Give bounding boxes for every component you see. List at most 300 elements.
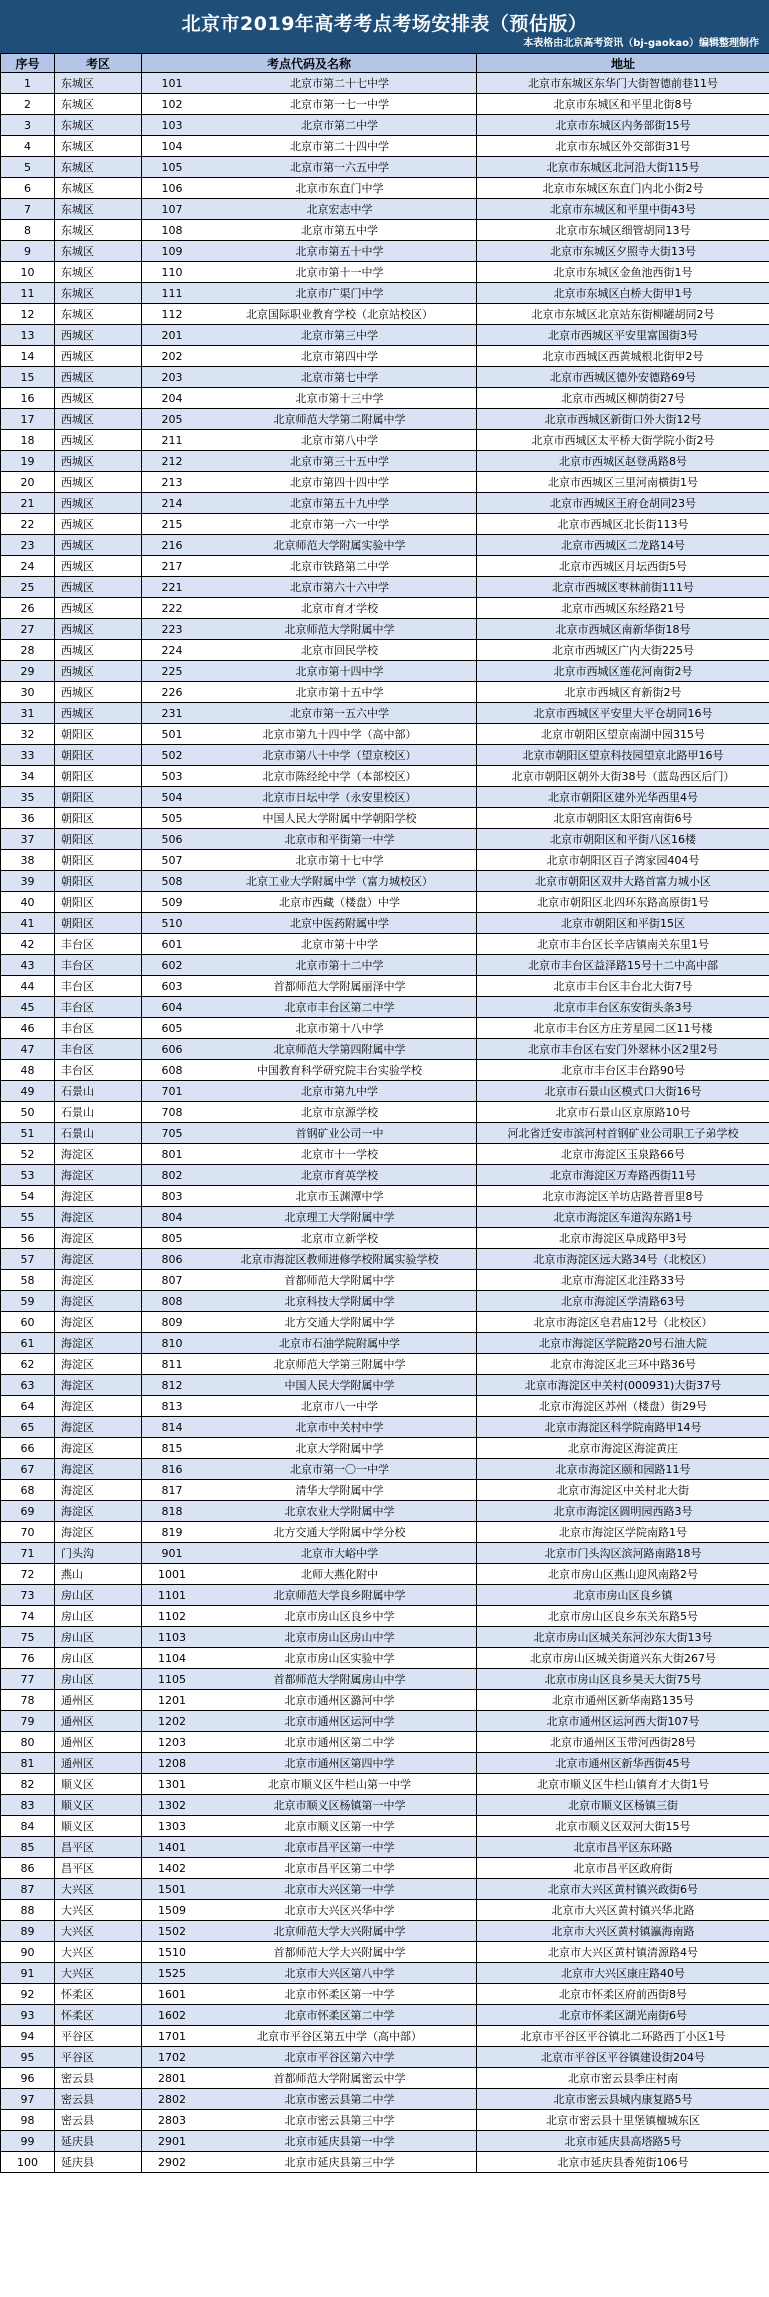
site-name: 北京市大峪中学 — [301, 1547, 378, 1560]
row-district: 海淀区 — [55, 1501, 142, 1522]
site-name: 北方交通大学附属中学 — [284, 1316, 395, 1329]
row-district: 通州区 — [55, 1690, 142, 1711]
row-address: 北京市海淀区北洼路33号 — [477, 1270, 769, 1291]
row-district: 朝阳区 — [55, 913, 142, 934]
row-number: 78 — [1, 1690, 55, 1711]
row-number: 40 — [1, 892, 55, 913]
site-code: 819 — [161, 1526, 183, 1539]
site-name: 北京市通州区潞河中学 — [284, 1694, 395, 1707]
row-district: 朝阳区 — [55, 808, 142, 829]
table-row — [1, 1123, 769, 1144]
row-address: 北京市朝阳区双井大路首富力城小区 — [477, 871, 769, 892]
row-address: 北京市密云县季庄村南 — [477, 2068, 769, 2089]
row-district: 海淀区 — [55, 1438, 142, 1459]
row-district: 海淀区 — [55, 1459, 142, 1480]
site-code: 106 — [161, 182, 183, 195]
table-row — [1, 94, 769, 115]
credit-note: 本表格由北京高考资讯（bj-gaokao）编辑整理制作 — [523, 38, 759, 49]
row-number: 33 — [1, 745, 55, 766]
site-name: 北京师范大学第四附属中学 — [273, 1043, 406, 1056]
row-district: 东城区 — [55, 157, 142, 178]
row-number: 97 — [1, 2089, 55, 2110]
row-site — [142, 745, 477, 766]
site-code: 112 — [161, 308, 183, 321]
site-code: 505 — [161, 812, 183, 825]
row-site — [142, 535, 477, 556]
site-code: 603 — [161, 980, 183, 993]
row-district: 东城区 — [55, 304, 142, 325]
site-name: 北京市大兴区第一中学 — [284, 1883, 395, 1896]
row-site — [142, 2047, 477, 2068]
site-code: 901 — [161, 1547, 183, 1560]
site-name: 北京市第五中学 — [301, 224, 378, 237]
row-address: 北京市海淀区圆明园西路3号 — [477, 1501, 769, 1522]
table-row — [1, 2152, 769, 2173]
site-code: 507 — [161, 854, 183, 867]
site-code: 102 — [161, 98, 183, 111]
header-number: 序号 — [1, 54, 55, 73]
row-number: 100 — [1, 2152, 55, 2173]
table-row — [1, 283, 769, 304]
row-address: 北京市西城区枣林前街111号 — [477, 577, 769, 598]
row-address: 北京市房山区良乡镇 — [477, 1585, 769, 1606]
row-district: 平谷区 — [55, 2047, 142, 2068]
row-number: 23 — [1, 535, 55, 556]
site-code: 811 — [161, 1358, 183, 1371]
title-bar — [0, 0, 769, 53]
site-code: 801 — [161, 1148, 183, 1161]
row-site — [142, 115, 477, 136]
site-code: 502 — [161, 749, 183, 762]
row-site — [142, 451, 477, 472]
site-code: 213 — [161, 476, 183, 489]
row-site — [142, 1417, 477, 1438]
row-number: 47 — [1, 1039, 55, 1060]
site-name: 北京市中关村中学 — [295, 1421, 384, 1434]
site-name: 北京市第十三中学 — [295, 392, 384, 405]
row-site — [142, 1480, 477, 1501]
row-address: 北京市朝阳区朝外大街38号（蓝岛西区后门） — [477, 766, 769, 787]
table-row — [1, 199, 769, 220]
row-district: 丰台区 — [55, 934, 142, 955]
site-name: 北京市顺义区牛栏山第一中学 — [268, 1778, 411, 1791]
row-site — [142, 199, 477, 220]
row-site — [142, 913, 477, 934]
site-name: 北京市延庆县第一中学 — [284, 2135, 395, 2148]
row-number: 12 — [1, 304, 55, 325]
site-name: 中国人民大学附属中学 — [284, 1379, 395, 1392]
row-district: 海淀区 — [55, 1354, 142, 1375]
table-row — [1, 640, 769, 661]
row-address: 北京市西城区赵登禹路8号 — [477, 451, 769, 472]
row-number: 69 — [1, 1501, 55, 1522]
table-row — [1, 1333, 769, 1354]
row-site — [142, 94, 477, 115]
row-address: 北京市朝阳区和平街15区 — [477, 913, 769, 934]
table-row — [1, 1921, 769, 1942]
row-district: 密云县 — [55, 2068, 142, 2089]
row-site — [142, 1249, 477, 1270]
site-name: 北京市广渠门中学 — [295, 287, 384, 300]
site-name: 北京市房山区房山中学 — [284, 1631, 395, 1644]
site-name: 北京市铁路第二中学 — [290, 560, 389, 573]
row-number: 53 — [1, 1165, 55, 1186]
row-site — [142, 1018, 477, 1039]
row-site — [142, 1963, 477, 1984]
row-site — [142, 1396, 477, 1417]
row-address: 北京市丰台区长辛店镇南关东里1号 — [477, 934, 769, 955]
row-number: 25 — [1, 577, 55, 598]
table-row — [1, 1207, 769, 1228]
row-site — [142, 514, 477, 535]
table-row — [1, 388, 769, 409]
table-row — [1, 1270, 769, 1291]
site-name: 北京市顺义区第一中学 — [284, 1820, 395, 1833]
site-code: 1401 — [158, 1841, 186, 1854]
table-row — [1, 1081, 769, 1102]
row-site — [142, 1039, 477, 1060]
row-district: 西城区 — [55, 325, 142, 346]
site-code: 1105 — [158, 1673, 186, 1686]
row-address: 北京市丰台区东安街头条3号 — [477, 997, 769, 1018]
row-district: 丰台区 — [55, 955, 142, 976]
row-number: 59 — [1, 1291, 55, 1312]
table-row — [1, 1291, 769, 1312]
row-address: 北京市海淀区远大路34号（北校区） — [477, 1249, 769, 1270]
row-site — [142, 976, 477, 997]
row-site — [142, 1816, 477, 1837]
site-code: 109 — [161, 245, 183, 258]
site-name: 北京市第四中学 — [301, 350, 378, 363]
row-district: 朝阳区 — [55, 829, 142, 850]
row-address: 北京市东城区夕照寺大街13号 — [477, 241, 769, 262]
site-code: 2803 — [158, 2114, 186, 2127]
row-number: 4 — [1, 136, 55, 157]
site-code: 107 — [161, 203, 183, 216]
site-code: 701 — [161, 1085, 183, 1098]
site-name: 北京科技大学附属中学 — [284, 1295, 395, 1308]
site-code: 1104 — [158, 1652, 186, 1665]
row-site — [142, 1753, 477, 1774]
site-code: 601 — [161, 938, 183, 951]
site-code: 110 — [161, 266, 183, 279]
row-number: 39 — [1, 871, 55, 892]
row-number: 16 — [1, 388, 55, 409]
row-district: 怀柔区 — [55, 1984, 142, 2005]
table-row — [1, 1942, 769, 1963]
row-address: 北京市东城区北河沿大街115号 — [477, 157, 769, 178]
row-district: 延庆县 — [55, 2152, 142, 2173]
row-address: 北京市房山区良乡东关东路5号 — [477, 1606, 769, 1627]
site-code: 804 — [161, 1211, 183, 1224]
site-code: 816 — [161, 1463, 183, 1476]
row-address: 北京市大兴区黄村镇瀛海南路 — [477, 1921, 769, 1942]
row-address: 北京市昌平区政府街 — [477, 1858, 769, 1879]
row-site — [142, 640, 477, 661]
row-address: 北京市朝阳区太阳宫南街6号 — [477, 808, 769, 829]
row-district: 大兴区 — [55, 1942, 142, 1963]
table-row — [1, 178, 769, 199]
row-number: 43 — [1, 955, 55, 976]
row-address: 北京市海淀区阜成路甲3号 — [477, 1228, 769, 1249]
table-row — [1, 1312, 769, 1333]
site-code: 1101 — [158, 1589, 186, 1602]
site-name: 北京市平谷区第五中学（高中部） — [257, 2030, 422, 2043]
site-name: 北京市育英学校 — [301, 1169, 378, 1182]
row-address: 北京市海淀区车道沟东路1号 — [477, 1207, 769, 1228]
row-address: 北京市东城区和平里中街43号 — [477, 199, 769, 220]
site-code: 1510 — [158, 1946, 186, 1959]
row-site — [142, 2110, 477, 2131]
row-number: 41 — [1, 913, 55, 934]
site-code: 602 — [161, 959, 183, 972]
row-address: 北京市西城区育新街2号 — [477, 682, 769, 703]
row-district: 海淀区 — [55, 1144, 142, 1165]
row-district: 西城区 — [55, 661, 142, 682]
row-district: 西城区 — [55, 409, 142, 430]
row-district: 房山区 — [55, 1627, 142, 1648]
row-address: 北京市东城区白桥大街甲1号 — [477, 283, 769, 304]
row-site — [142, 1690, 477, 1711]
row-address: 北京市丰台区丰台路90号 — [477, 1060, 769, 1081]
row-number: 30 — [1, 682, 55, 703]
site-name: 北京市第十中学 — [301, 938, 378, 951]
row-site — [142, 1333, 477, 1354]
table-row — [1, 1543, 769, 1564]
site-code: 108 — [161, 224, 183, 237]
site-name: 北京市房山区实验中学 — [284, 1652, 395, 1665]
site-code: 604 — [161, 1001, 183, 1014]
site-name: 北京市京源学校 — [301, 1106, 378, 1119]
row-address: 北京市东城区北京站东街柳罐胡同2号 — [477, 304, 769, 325]
row-number: 6 — [1, 178, 55, 199]
row-address: 北京市海淀区万寿路西街11号 — [477, 1165, 769, 1186]
table-row — [1, 1039, 769, 1060]
row-district: 东城区 — [55, 199, 142, 220]
row-site — [142, 892, 477, 913]
row-district: 石景山 — [55, 1102, 142, 1123]
row-number: 8 — [1, 220, 55, 241]
row-address: 北京市东城区细管胡同13号 — [477, 220, 769, 241]
site-name: 北京市和平街第一中学 — [284, 833, 395, 846]
table-row — [1, 1564, 769, 1585]
row-site — [142, 472, 477, 493]
row-address: 北京市海淀区北三环中路36号 — [477, 1354, 769, 1375]
table-row — [1, 346, 769, 367]
row-district: 海淀区 — [55, 1165, 142, 1186]
table-row — [1, 241, 769, 262]
row-address: 北京市东城区和平里北街8号 — [477, 94, 769, 115]
row-address: 北京市石景山区模式口大街16号 — [477, 1081, 769, 1102]
site-code: 1702 — [158, 2051, 186, 2064]
row-district: 顺义区 — [55, 1795, 142, 1816]
row-address: 北京市房山区城关街道兴东大街267号 — [477, 1648, 769, 1669]
row-site — [142, 493, 477, 514]
row-district: 石景山 — [55, 1123, 142, 1144]
table-row — [1, 934, 769, 955]
row-number: 98 — [1, 2110, 55, 2131]
site-code: 215 — [161, 518, 183, 531]
row-address: 北京市西城区南新华街18号 — [477, 619, 769, 640]
row-site — [142, 1123, 477, 1144]
table-row — [1, 1186, 769, 1207]
row-address: 北京市海淀区海淀黄庄 — [477, 1438, 769, 1459]
row-district: 东城区 — [55, 94, 142, 115]
table-row — [1, 787, 769, 808]
site-name: 北京市海淀区教师进修学校附属实验学校 — [240, 1253, 439, 1266]
site-name: 北京师范大学附属中学 — [284, 623, 395, 636]
site-code: 815 — [161, 1442, 183, 1455]
table-row — [1, 1144, 769, 1165]
row-site — [142, 703, 477, 724]
site-code: 226 — [161, 686, 183, 699]
row-address: 北京市西城区平安里富国街3号 — [477, 325, 769, 346]
row-number: 72 — [1, 1564, 55, 1585]
row-address: 北京市平谷区平谷镇建设街204号 — [477, 2047, 769, 2068]
row-district: 西城区 — [55, 556, 142, 577]
table-row — [1, 703, 769, 724]
site-name: 北京市密云县第三中学 — [284, 2114, 395, 2127]
row-address: 北京市延庆县香苑街106号 — [477, 2152, 769, 2173]
row-address: 北京市平谷区平谷镇北二环路西丁小区1号 — [477, 2026, 769, 2047]
site-code: 2802 — [158, 2093, 186, 2106]
table-row — [1, 1984, 769, 2005]
table-row — [1, 409, 769, 430]
row-address: 北京市石景山区京原路10号 — [477, 1102, 769, 1123]
site-code: 510 — [161, 917, 183, 930]
site-name: 北京农业大学附属中学 — [284, 1505, 395, 1518]
site-name: 北京市昌平区第二中学 — [284, 1862, 395, 1875]
row-address: 北京市海淀区颐和园路11号 — [477, 1459, 769, 1480]
row-site — [142, 73, 477, 94]
row-number: 62 — [1, 1354, 55, 1375]
row-district: 朝阳区 — [55, 871, 142, 892]
row-address: 北京市大兴区康庄路40号 — [477, 1963, 769, 1984]
row-address: 北京市延庆县高塔路5号 — [477, 2131, 769, 2152]
row-address: 北京市西城区王府仓胡同23号 — [477, 493, 769, 514]
row-number: 91 — [1, 1963, 55, 1984]
site-name: 首都师范大学附属中学 — [284, 1274, 395, 1287]
site-code: 2801 — [158, 2072, 186, 2085]
row-address: 北京市东城区东直门内北小街2号 — [477, 178, 769, 199]
row-address: 北京市西城区莲花河南街2号 — [477, 661, 769, 682]
table-row — [1, 1732, 769, 1753]
row-number: 28 — [1, 640, 55, 661]
table-row — [1, 2068, 769, 2089]
row-number: 3 — [1, 115, 55, 136]
site-name: 北京市通州区第四中学 — [284, 1757, 395, 1770]
site-code: 1701 — [158, 2030, 186, 2043]
site-name: 北京市第十二中学 — [295, 959, 384, 972]
row-district: 东城区 — [55, 178, 142, 199]
row-district: 丰台区 — [55, 1060, 142, 1081]
site-code: 1509 — [158, 1904, 186, 1917]
site-name: 北京市育才学校 — [301, 602, 378, 615]
row-site — [142, 1144, 477, 1165]
row-number: 48 — [1, 1060, 55, 1081]
site-name: 北京市丰台区第二中学 — [284, 1001, 395, 1014]
row-district: 东城区 — [55, 262, 142, 283]
row-district: 朝阳区 — [55, 850, 142, 871]
row-number: 14 — [1, 346, 55, 367]
header-district: 考区 — [55, 54, 142, 73]
table-row — [1, 1060, 769, 1081]
row-number: 75 — [1, 1627, 55, 1648]
row-site — [142, 2152, 477, 2173]
site-name: 北京市第一六一中学 — [290, 518, 389, 531]
site-code: 204 — [161, 392, 183, 405]
row-district: 昌平区 — [55, 1858, 142, 1879]
row-address: 北京市怀柔区府前西街8号 — [477, 1984, 769, 2005]
table-row — [1, 1396, 769, 1417]
row-address: 北京市西城区北长街113号 — [477, 514, 769, 535]
table-row — [1, 1354, 769, 1375]
table-row — [1, 472, 769, 493]
row-site — [142, 1837, 477, 1858]
table-row — [1, 1438, 769, 1459]
site-code: 217 — [161, 560, 183, 573]
table-row — [1, 1963, 769, 1984]
site-code: 803 — [161, 1190, 183, 1203]
table-row — [1, 157, 769, 178]
site-code: 813 — [161, 1400, 183, 1413]
row-site — [142, 220, 477, 241]
row-address: 北京市通州区玉带河西街28号 — [477, 1732, 769, 1753]
row-district: 密云县 — [55, 2110, 142, 2131]
table-row — [1, 1480, 769, 1501]
table-row — [1, 73, 769, 94]
row-number: 57 — [1, 1249, 55, 1270]
row-district: 丰台区 — [55, 1039, 142, 1060]
row-site — [142, 577, 477, 598]
row-number: 55 — [1, 1207, 55, 1228]
row-address: 北京市朝阳区和平街八区16楼 — [477, 829, 769, 850]
row-district: 西城区 — [55, 640, 142, 661]
row-number: 63 — [1, 1375, 55, 1396]
table-row — [1, 661, 769, 682]
row-number: 44 — [1, 976, 55, 997]
row-district: 延庆县 — [55, 2131, 142, 2152]
site-code: 605 — [161, 1022, 183, 1035]
site-name: 北京市第十八中学 — [295, 1022, 384, 1035]
row-site — [142, 2131, 477, 2152]
table-row — [1, 1774, 769, 1795]
row-number: 74 — [1, 1606, 55, 1627]
row-number: 67 — [1, 1459, 55, 1480]
table-row — [1, 724, 769, 745]
site-name: 北京市回民学校 — [301, 644, 378, 657]
site-name: 北京市陈经纶中学（本部校区） — [262, 770, 417, 783]
row-district: 海淀区 — [55, 1291, 142, 1312]
row-site — [142, 325, 477, 346]
table-row — [1, 976, 769, 997]
row-district: 大兴区 — [55, 1900, 142, 1921]
site-code: 202 — [161, 350, 183, 363]
row-address: 北京市海淀区玉泉路66号 — [477, 1144, 769, 1165]
row-number: 34 — [1, 766, 55, 787]
site-name: 北京市平谷区第六中学 — [284, 2051, 395, 2064]
table-row — [1, 2026, 769, 2047]
row-number: 73 — [1, 1585, 55, 1606]
row-district: 西城区 — [55, 472, 142, 493]
row-number: 45 — [1, 997, 55, 1018]
site-code: 101 — [161, 77, 183, 90]
site-code: 223 — [161, 623, 183, 636]
site-name: 北京理工大学附属中学 — [284, 1211, 395, 1224]
row-site — [142, 619, 477, 640]
table-row — [1, 2047, 769, 2068]
row-site — [142, 1543, 477, 1564]
